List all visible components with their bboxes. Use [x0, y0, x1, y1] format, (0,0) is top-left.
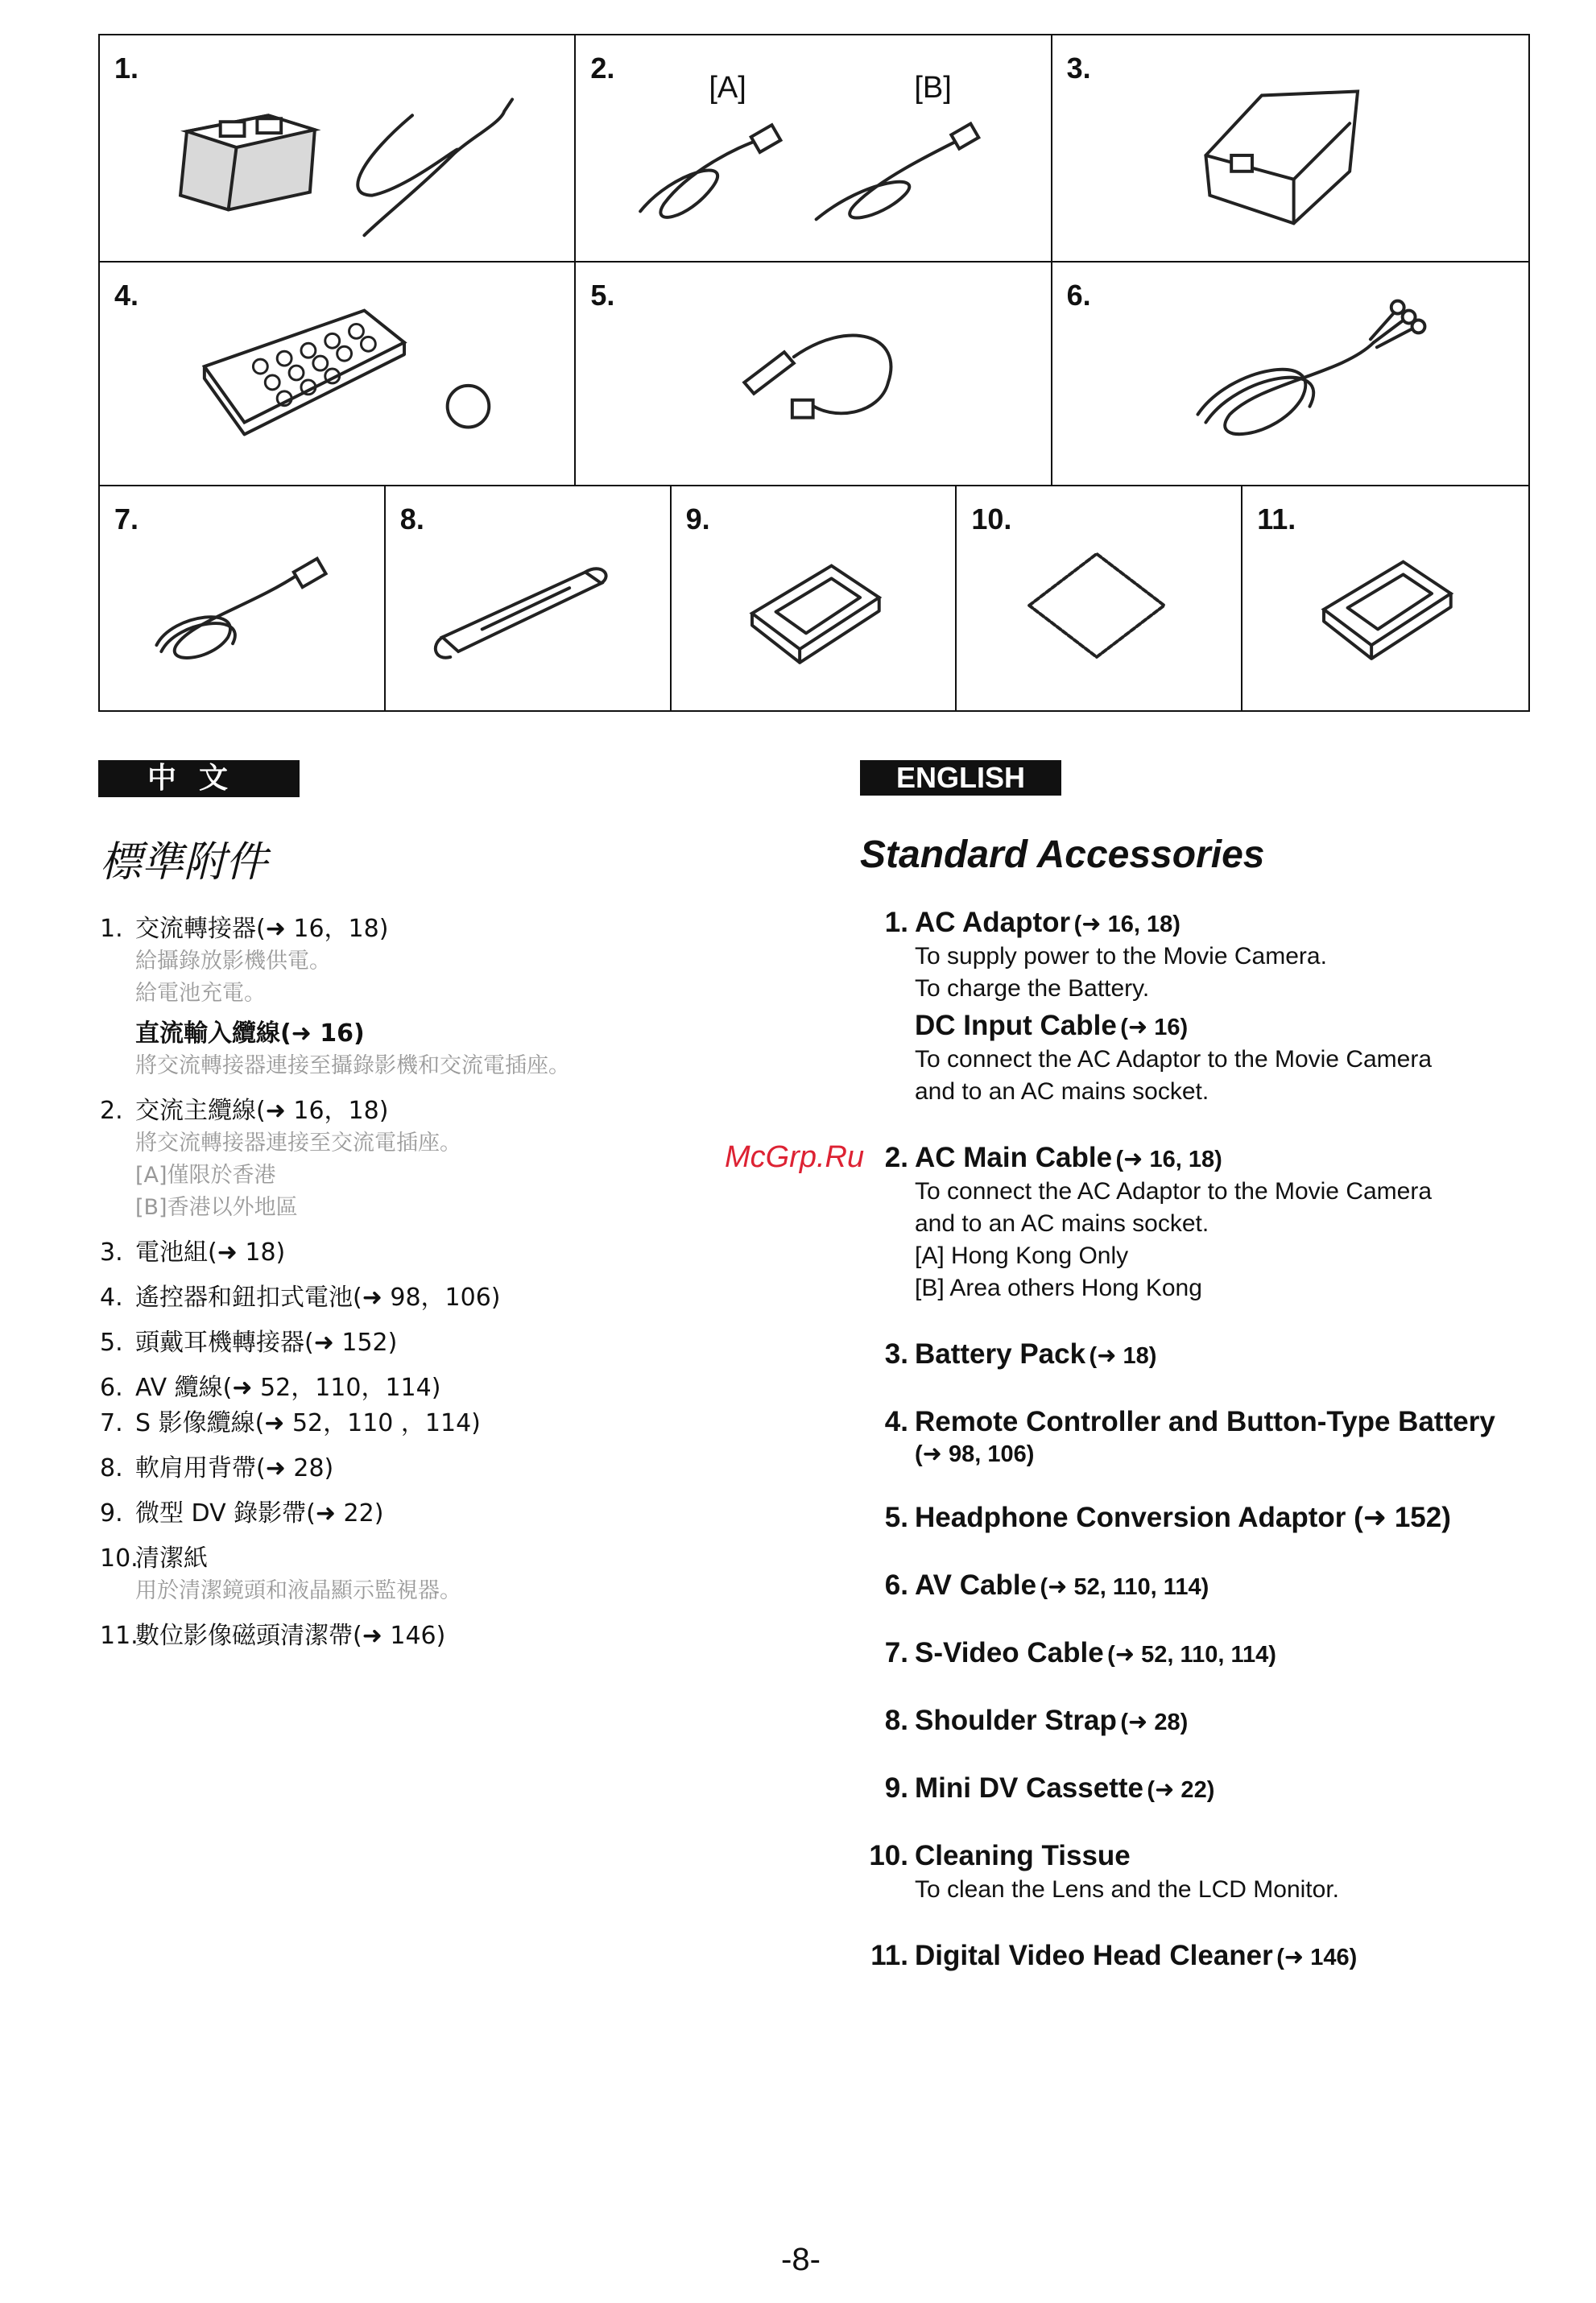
item-number: 5.	[590, 279, 615, 312]
grid-cell-3	[1052, 35, 1528, 261]
english-language-badge: ENGLISH	[860, 760, 1061, 796]
en-item-3	[860, 1337, 1504, 1372]
item-number: 3.	[1066, 52, 1091, 85]
cn-item-10	[100, 1543, 760, 1607]
cn-item-number: 8.	[100, 1454, 123, 1482]
cn-item-6	[100, 1372, 760, 1404]
grid-cell-10	[957, 486, 1242, 710]
cn-item-4	[100, 1282, 760, 1314]
cn-item-8	[100, 1453, 760, 1485]
mini-dv-cassette-icon	[672, 486, 956, 710]
watermark-text: McGrp.Ru	[725, 1140, 865, 1174]
grid-cell-5	[576, 263, 1052, 485]
en-item-ref: (➜ 28)	[1120, 1710, 1189, 1735]
en-item-title: Shoulder Strap	[915, 1705, 1117, 1736]
en-item-ref: (➜ 18)	[1089, 1343, 1157, 1369]
en-item-ref: (➜ 146)	[1276, 1945, 1358, 1970]
chinese-section-heading: 標準附件	[100, 838, 268, 887]
en-item-8	[860, 1703, 1504, 1739]
item-number: 10.	[971, 502, 1012, 535]
en-item-ref: (➜ 52, 110, 114)	[1107, 1642, 1276, 1668]
english-accessory-list	[860, 905, 1504, 2006]
en-item-title: Digital Video Head Cleaner	[915, 1940, 1273, 1971]
en-item-number: 5.	[884, 1502, 908, 1533]
en-item-9	[860, 1771, 1504, 1806]
cn-item-desc: 將交流轉接器連接至交流電插座。	[135, 1131, 461, 1156]
cn-item-1	[100, 913, 760, 1082]
cn-item-3	[100, 1237, 760, 1269]
en-item-title: Remote Controller and Button-Type Battery	[915, 1406, 1495, 1437]
cn-item-number: 1.	[100, 915, 123, 943]
chinese-accessory-list	[100, 913, 760, 1665]
cn-item-title: 頭戴耳機轉接器(➜ 152)	[135, 1329, 398, 1357]
accessory-picture-grid	[98, 34, 1530, 710]
cn-item-11	[100, 1620, 760, 1652]
caption-b: [B]	[914, 71, 952, 105]
caption-a: [A]	[709, 71, 746, 105]
item-number: 7.	[114, 502, 139, 535]
remote-controller-icon	[100, 263, 574, 485]
cn-item-title: 數位影像磁頭清潔帶(➜ 146)	[135, 1622, 446, 1650]
en-item-number: 11.	[870, 1940, 908, 1971]
grid-cell-11	[1242, 486, 1528, 710]
grid-cell-7	[100, 486, 386, 710]
en-item-1	[860, 905, 1504, 1108]
cn-item-desc: 用於清潔鏡頭和液晶顯示監視器。	[135, 1578, 461, 1603]
cn-item-title: 軟肩用背帶(➜ 28)	[135, 1454, 334, 1482]
en-item-title: Headphone Conversion Adaptor (➜ 152)	[915, 1502, 1451, 1533]
cn-item-desc: 給電池充電。	[135, 981, 266, 1006]
en-item-number: 10.	[869, 1840, 908, 1871]
ac-main-cables-icon	[576, 35, 1050, 261]
cn-sub-desc: 將交流轉接器連接至攝錄影機和交流電插座。	[135, 1053, 570, 1078]
en-item-5	[860, 1500, 1504, 1536]
grid-cell-6	[1052, 263, 1528, 485]
cn-item-desc: 給攝錄放影機供電。	[135, 949, 331, 974]
cn-item-number: 7.	[100, 1409, 123, 1437]
cn-item-number: 5.	[100, 1329, 123, 1357]
cn-item-number: 2.	[100, 1097, 123, 1125]
en-item-desc: [A] Hong Kong Only	[915, 1242, 1129, 1269]
item-number: 8.	[399, 502, 424, 535]
en-item-ref: (➜ 16, 18)	[1073, 912, 1180, 937]
en-item-desc: To charge the Battery.	[915, 975, 1150, 1002]
item-number: 6.	[1066, 279, 1091, 312]
cn-item-title: 微型 DV 錄影帶(➜ 22)	[135, 1499, 384, 1528]
en-item-4	[860, 1404, 1504, 1468]
cn-item-number: 6.	[100, 1374, 123, 1402]
grid-row-2	[98, 261, 1530, 485]
cn-item-title: 清潔紙	[135, 1544, 208, 1573]
cn-item-desc: [B]香港以外地區	[135, 1195, 298, 1220]
page-number: -8-	[781, 2242, 821, 2277]
s-video-cable-icon	[100, 486, 384, 710]
en-sub-title: DC Input Cable	[915, 1010, 1117, 1041]
chinese-language-badge: 中文	[98, 760, 300, 797]
grid-cell-1	[100, 35, 576, 261]
av-cable-icon	[1052, 263, 1528, 485]
cn-item-title: AV 纜線(➜ 52，110，114)	[135, 1374, 441, 1402]
en-item-number: 9.	[884, 1772, 908, 1804]
en-item-desc: To connect the AC Adaptor to the Movie Camera	[915, 1178, 1433, 1205]
en-item-number: 6.	[884, 1569, 908, 1601]
en-item-number: 3.	[884, 1338, 908, 1370]
cn-item-5	[100, 1327, 760, 1359]
en-item-11	[860, 1938, 1504, 1974]
cn-item-2	[100, 1095, 760, 1224]
item-number: 9.	[685, 502, 710, 535]
grid-row-1	[98, 34, 1530, 261]
grid-cell-2	[576, 35, 1052, 261]
cn-item-title: S 影像纜線(➜ 52，110 ，114)	[135, 1409, 481, 1437]
headphone-adaptor-icon	[576, 263, 1050, 485]
en-item-ref: (➜ 52, 110, 114)	[1040, 1574, 1209, 1600]
shoulder-strap-icon	[386, 486, 670, 710]
cn-item-number: 10.	[100, 1544, 139, 1573]
en-item-ref: (➜ 98, 106)	[915, 1441, 1035, 1467]
english-section-heading: Standard Accessories	[860, 833, 1265, 876]
cn-item-title: 遙控器和鈕扣式電池(➜ 98，106)	[135, 1284, 501, 1312]
en-item-number: 8.	[884, 1705, 908, 1736]
cn-item-title: 交流主纜線(➜ 16，18)	[135, 1097, 389, 1125]
grid-row-3	[98, 485, 1530, 712]
en-item-2	[860, 1140, 1504, 1304]
item-number: 2.	[590, 52, 615, 85]
item-number: 4.	[114, 279, 139, 312]
en-item-desc: To supply power to the Movie Camera.	[915, 943, 1327, 970]
en-item-7	[860, 1635, 1504, 1671]
en-item-desc: [B] Area others Hong Kong	[915, 1275, 1202, 1301]
en-item-number: 2.	[884, 1142, 908, 1173]
cn-item-title: 交流轉接器(➜ 16，18)	[135, 915, 389, 943]
cn-item-desc: [A]僅限於香港	[135, 1163, 276, 1188]
grid-cell-8	[386, 486, 672, 710]
cn-item-title: 電池組(➜ 18)	[135, 1238, 286, 1267]
grid-cell-9	[672, 486, 957, 710]
cn-item-number: 11.	[100, 1622, 139, 1650]
cn-item-7	[100, 1408, 760, 1440]
en-item-title: Mini DV Cassette	[915, 1772, 1143, 1804]
en-item-ref: (➜ 22)	[1147, 1777, 1215, 1803]
en-sub-ref: (➜ 16)	[1120, 1015, 1189, 1040]
en-item-title: AC Adaptor	[915, 907, 1071, 938]
cn-sub-title: 直流輸入纜線(➜ 16)	[135, 1019, 365, 1048]
en-sub-desc: and to an AC mains socket.	[915, 1078, 1209, 1105]
en-item-desc: and to an AC mains socket.	[915, 1210, 1209, 1237]
en-item-title: AC Main Cable	[915, 1142, 1113, 1173]
cn-item-number: 3.	[100, 1238, 123, 1267]
en-sub-desc: To connect the AC Adaptor to the Movie Camera	[915, 1046, 1433, 1073]
en-item-title: AV Cable	[915, 1569, 1037, 1601]
en-item-number: 7.	[884, 1637, 908, 1668]
en-item-title: Battery Pack	[915, 1338, 1086, 1370]
battery-pack-icon	[1052, 35, 1528, 261]
item-number: 11.	[1257, 502, 1296, 535]
grid-cell-4	[100, 263, 576, 485]
en-item-6	[860, 1568, 1504, 1603]
item-number: 1.	[114, 52, 139, 85]
cn-item-number: 4.	[100, 1284, 123, 1312]
en-item-title: S-Video Cable	[915, 1637, 1104, 1668]
en-item-title: Cleaning Tissue	[915, 1840, 1131, 1871]
en-item-10	[860, 1838, 1504, 1906]
ac-adaptor-and-dc-cable-icon	[100, 35, 574, 261]
en-item-number: 1.	[884, 907, 908, 938]
en-item-desc: To clean the Lens and the LCD Monitor.	[915, 1876, 1339, 1903]
cn-item-9	[100, 1498, 760, 1530]
cn-item-number: 9.	[100, 1499, 123, 1528]
en-item-number: 4.	[884, 1406, 908, 1437]
en-item-ref: (➜ 16, 18)	[1115, 1147, 1222, 1172]
